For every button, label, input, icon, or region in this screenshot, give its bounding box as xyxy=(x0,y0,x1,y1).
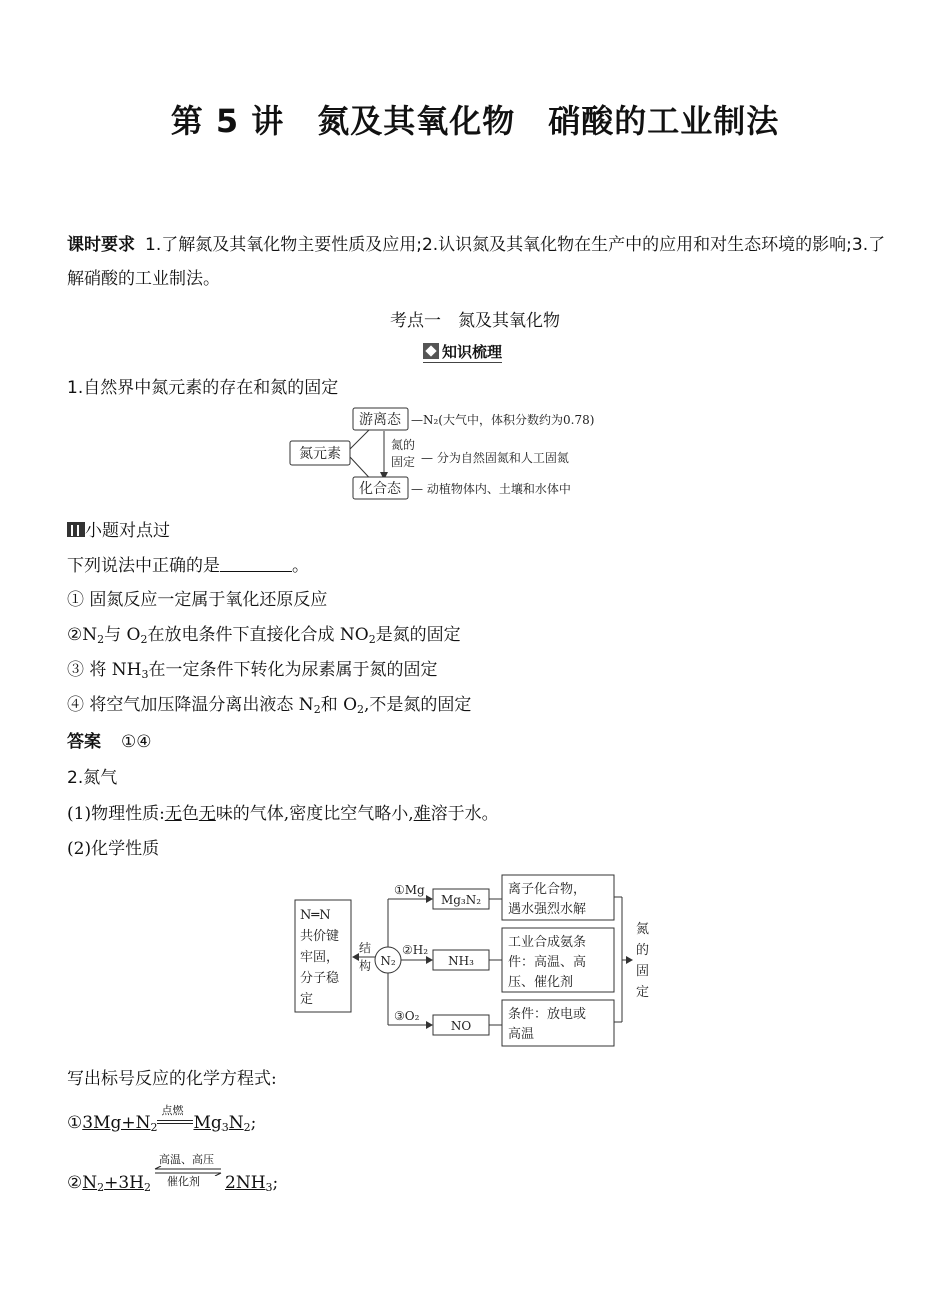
reagent-o2: ③O₂ xyxy=(394,1009,420,1023)
reagent-mg: ①Mg xyxy=(394,883,425,897)
item1-heading: 1.自然界中氮元素的存在和氮的固定 xyxy=(67,378,339,398)
underline-insoluble: 难 xyxy=(413,804,431,824)
svg-text:遇水强烈水解: 遇水强烈水解 xyxy=(508,902,587,917)
fixation-label-1: 氮的 xyxy=(391,438,416,452)
svg-text:N═N: N═N xyxy=(300,908,331,923)
write-equations-prompt: 写出标号反应的化学方程式: xyxy=(67,1069,277,1089)
svg-text:条件：放电或: 条件：放电或 xyxy=(508,1007,587,1022)
chemical-properties-heading: (2)化学性质 xyxy=(67,839,160,859)
badge-label: 知识梳理 xyxy=(442,342,503,361)
svg-text:离子化合物，: 离子化合物， xyxy=(508,882,587,897)
nitrogen-chemistry-diagram xyxy=(290,870,670,1055)
svg-text:固: 固 xyxy=(636,964,650,979)
physical-properties: (1)物理性质:无色无味的气体,密度比空气略小,难溶于水。 xyxy=(67,804,499,824)
svg-text:压、催化剂: 压、催化剂 xyxy=(508,975,574,990)
reagent-h2: ②H₂ xyxy=(402,943,429,957)
section-title: 考点一 氮及其氧化物 xyxy=(390,311,560,331)
answer-label: 答案 xyxy=(67,732,101,752)
svg-text:结: 结 xyxy=(359,941,372,955)
lesson-requirements xyxy=(67,228,887,296)
option-1: ① 固氮反应一定属于氧化还原反应 xyxy=(67,590,328,610)
free-state-desc: —N₂(大气中，体积分数约为0.78) xyxy=(411,413,595,427)
reversible-arrow: 高温、高压 催化剂 xyxy=(151,1172,225,1188)
free-state-label: 游离态 xyxy=(359,412,401,428)
quiz-heading-label: 小题对点过 xyxy=(85,521,170,541)
question-end: 。 xyxy=(292,556,309,576)
option-4: ④ 将空气加压降温分离出液态 $N_2$和 $O_2$,不是氮的固定 xyxy=(67,695,472,716)
nitrogen-existence-diagram xyxy=(285,404,685,504)
structure-arrow-head xyxy=(352,953,359,961)
svg-text:定: 定 xyxy=(300,992,314,1007)
n2-label: N₂ xyxy=(380,954,396,968)
underline-odorless: 无 xyxy=(198,804,216,824)
item2-heading: 2.氮气 xyxy=(67,768,118,788)
combined-state-desc: — 动植物体内、土壤和水体中 xyxy=(411,482,571,496)
svg-text:件：高温、高: 件：高温、高 xyxy=(508,955,587,970)
svg-text:共价键: 共价键 xyxy=(300,929,340,944)
book-icon xyxy=(67,521,85,537)
svg-text:工业合成氨条: 工业合成氨条 xyxy=(508,935,587,950)
svg-text:Mg₃N₂: Mg₃N₂ xyxy=(440,893,482,907)
underline-colorless: 无 xyxy=(164,804,182,824)
option-2: $②N_2$与 $O_2$在放电条件下直接化合成 $NO_2$是氮的固定 xyxy=(67,625,461,646)
equation-1: $①3Mg+N_2$ 点燃 $Mg_3N_2$; xyxy=(67,1104,257,1134)
svg-text:氮: 氮 xyxy=(636,922,650,937)
svg-text:构: 构 xyxy=(359,959,372,973)
svg-text:NH₃: NH₃ xyxy=(448,954,474,968)
requirements-text: 1.了解氮及其氧化物主要性质及应用;2.认识氮及其氧化物在生产中的应用和对生态环境的影响;3.了解硝酸的工业制法。 xyxy=(67,235,886,289)
svg-text:高温: 高温 xyxy=(508,1027,535,1042)
option-3: ③ 将 $NH_3$在一定条件下转化为尿素属于氮的固定 xyxy=(67,660,438,681)
page-title: 第 5 讲 氮及其氧化物 硝酸的工业制法 xyxy=(170,102,780,140)
svg-text:分子稳: 分子稳 xyxy=(300,971,340,986)
answer-blank xyxy=(220,557,292,572)
svg-text:的: 的 xyxy=(636,943,650,958)
question-text: 下列说法中正确的是 xyxy=(67,556,220,576)
answer-value: ①④ xyxy=(121,732,152,752)
fixation-desc: — 分为自然固氮和人工固氮 xyxy=(421,451,569,465)
knowledge-badge xyxy=(423,340,502,363)
ignite-arrow: 点燃 xyxy=(157,1114,193,1128)
answer-line xyxy=(67,727,151,752)
diamond-icon xyxy=(423,343,439,359)
quiz-question xyxy=(67,551,309,576)
svg-text:NO: NO xyxy=(450,1019,472,1033)
svg-text:定: 定 xyxy=(636,985,650,1000)
fixation-label-2: 固定 xyxy=(391,455,416,469)
combined-state-label: 化合态 xyxy=(359,481,401,497)
quiz-heading xyxy=(67,516,170,541)
requirements-label: 课时要求 xyxy=(67,235,135,255)
root-label: 氮元素 xyxy=(299,446,341,462)
svg-text:牢固，: 牢固， xyxy=(300,950,340,965)
equation-2: $②N_2+3H_2$ 高温、高压 催化剂 $2NH_3$; xyxy=(67,1153,279,1194)
